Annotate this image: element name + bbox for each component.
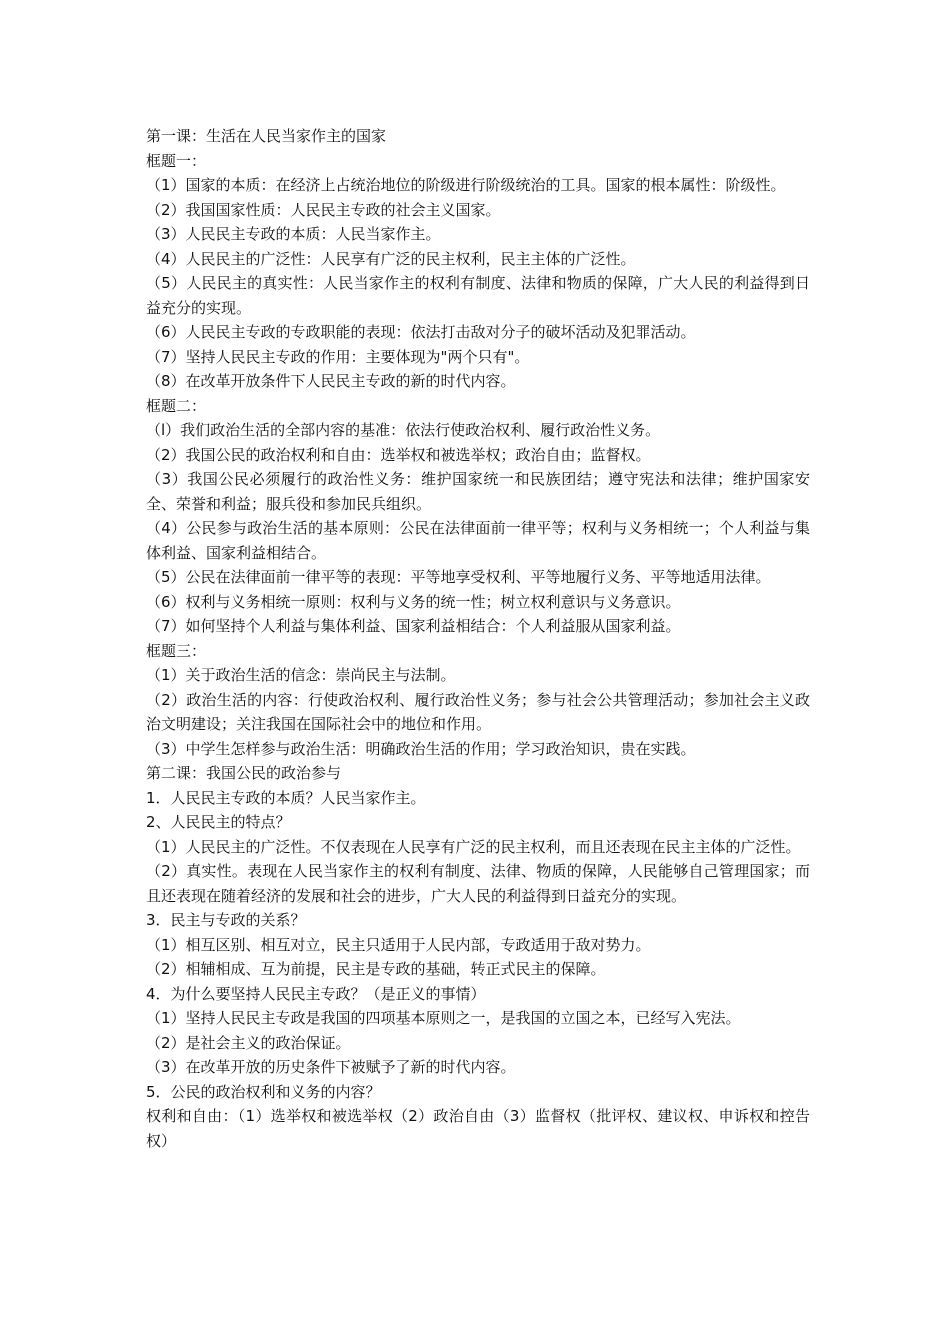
- paragraph: （6）权利与义务相统一原则：权利与义务的统一性；树立权利意识与义务意识。: [146, 592, 681, 611]
- paragraph: （4）人民民主的广泛性：人民享有广泛的民主权利，民主主体的广泛性。: [146, 249, 636, 268]
- question: 2、人民民主的特点？: [146, 813, 291, 831]
- paragraph: （1）国家的本质：在经济上占统治地位的阶级进行阶级统治的工具。国家的根本属性：阶级性。: [146, 176, 786, 194]
- paragraph: （5）公民在法律面前一律平等的表现：平等地享受权利、平等地履行义务、平等地适用法律。: [146, 568, 771, 586]
- paragraph: （2）我国公民的政治权利和自由：选举权和被选举权；政治自由；监督权。: [146, 445, 651, 464]
- paragraph: （8）在改革开放条件下人民民主专政的新的时代内容。: [146, 372, 516, 390]
- paragraph: （3）中学生怎样参与政治生活：明确政治生活的作用；学习政治知识，贵在实践。: [146, 739, 696, 758]
- paragraph: （2）政治生活的内容：行使政治权利、履行政治性义务；参与社会公共管理活动；参加社会主义政治文明建设；关注我国在国际社会中的地位和作用。: [146, 690, 810, 733]
- paragraph: （3）人民民主专政的本质：人民当家作主。: [146, 225, 441, 243]
- paragraph: （7）如何坚持个人利益与集体利益、国家利益相结合：个人利益服从国家利益。: [146, 617, 681, 635]
- paragraph: （1）相互区别、相互对立，民主只适用于人民内部，专政适用于敌对势力。: [146, 935, 651, 954]
- paragraph: （6）人民民主专政的专政职能的表现：依法打击敌对分子的破坏活动及犯罪活动。: [146, 323, 696, 341]
- paragraph: （3）我国公民必须履行的政治性义务：维护国家统一和民族团结；遵守宪法和法律；维护国家安全、荣誉和利益；服兵役和参加民兵组织。: [146, 470, 810, 513]
- paragraph: （2）相辅相成、互为前提，民主是专政的基础，转正式民主的保障。: [146, 960, 606, 978]
- paragraph: （l）我们政治生活的全部内容的基准：依法行使政治权利、履行政治性义务。: [146, 421, 661, 439]
- document-page: [146, 124, 810, 1153]
- paragraph: （3）在改革开放的历史条件下被赋予了新的时代内容。: [146, 1058, 516, 1076]
- paragraph: （5）人民民主的真实性：人民当家作主的权利有制度、法律和物质的保障，广大人民的利益得到日益充分的实现。: [146, 274, 810, 317]
- paragraph: （1）关于政治生活的信念：崇尚民主与法制。: [146, 666, 456, 684]
- question: 1．人民民主专政的本质？人民当家作主。: [146, 788, 426, 807]
- paragraph: （7）坚持人民民主专政的作用：主要体现为"两个只有"。: [146, 347, 530, 366]
- section-heading-1: 框题一：: [146, 151, 207, 170]
- paragraph: （4）公民参与政治生活的基本原则：公民在法律面前一律平等；权利与义务相统一；个人利益与集体利益、国家利益相结合。: [146, 519, 810, 562]
- paragraph: （1）人民民主的广泛性。不仅表现在人民享有广泛的民主权利，而且还表现在民主主体的广泛性。: [146, 837, 801, 856]
- section-heading-2: 框题二：: [146, 396, 207, 415]
- question: 4．为什么要坚持人民民主专政？（是正义的事情）: [146, 984, 486, 1003]
- paragraph: （2）真实性。表现在人民当家作主的权利有制度、法律、物质的保障，人民能够自己管理国家；而且还表现在随着经济的发展和社会的进步，广大人民的利益得到日益充分的实现。: [146, 862, 810, 905]
- section-heading-3: 框题三：: [146, 641, 207, 660]
- question: 3．民主与专政的关系？: [146, 911, 306, 929]
- paragraph: 权利和自由：（1）选举权和被选举权（2）政治自由（3）监督权（批评权、建议权、申诉权和控告权）: [146, 1107, 810, 1150]
- paragraph: （1）坚持人民民主专政是我国的四项基本原则之一，是我国的立国之本，已经写入宪法。: [146, 1009, 741, 1027]
- paragraph: （2）我国国家性质：人民民主专政的社会主义国家。: [146, 200, 501, 219]
- lesson-2-title: 第二课：我国公民的政治参与: [146, 764, 342, 782]
- lesson-1-title: 第一课：生活在人民当家作主的国家: [146, 127, 387, 145]
- question: 5．公民的政治权利和义务的内容？: [146, 1082, 381, 1101]
- paragraph: （2）是社会主义的政治保证。: [146, 1033, 351, 1052]
